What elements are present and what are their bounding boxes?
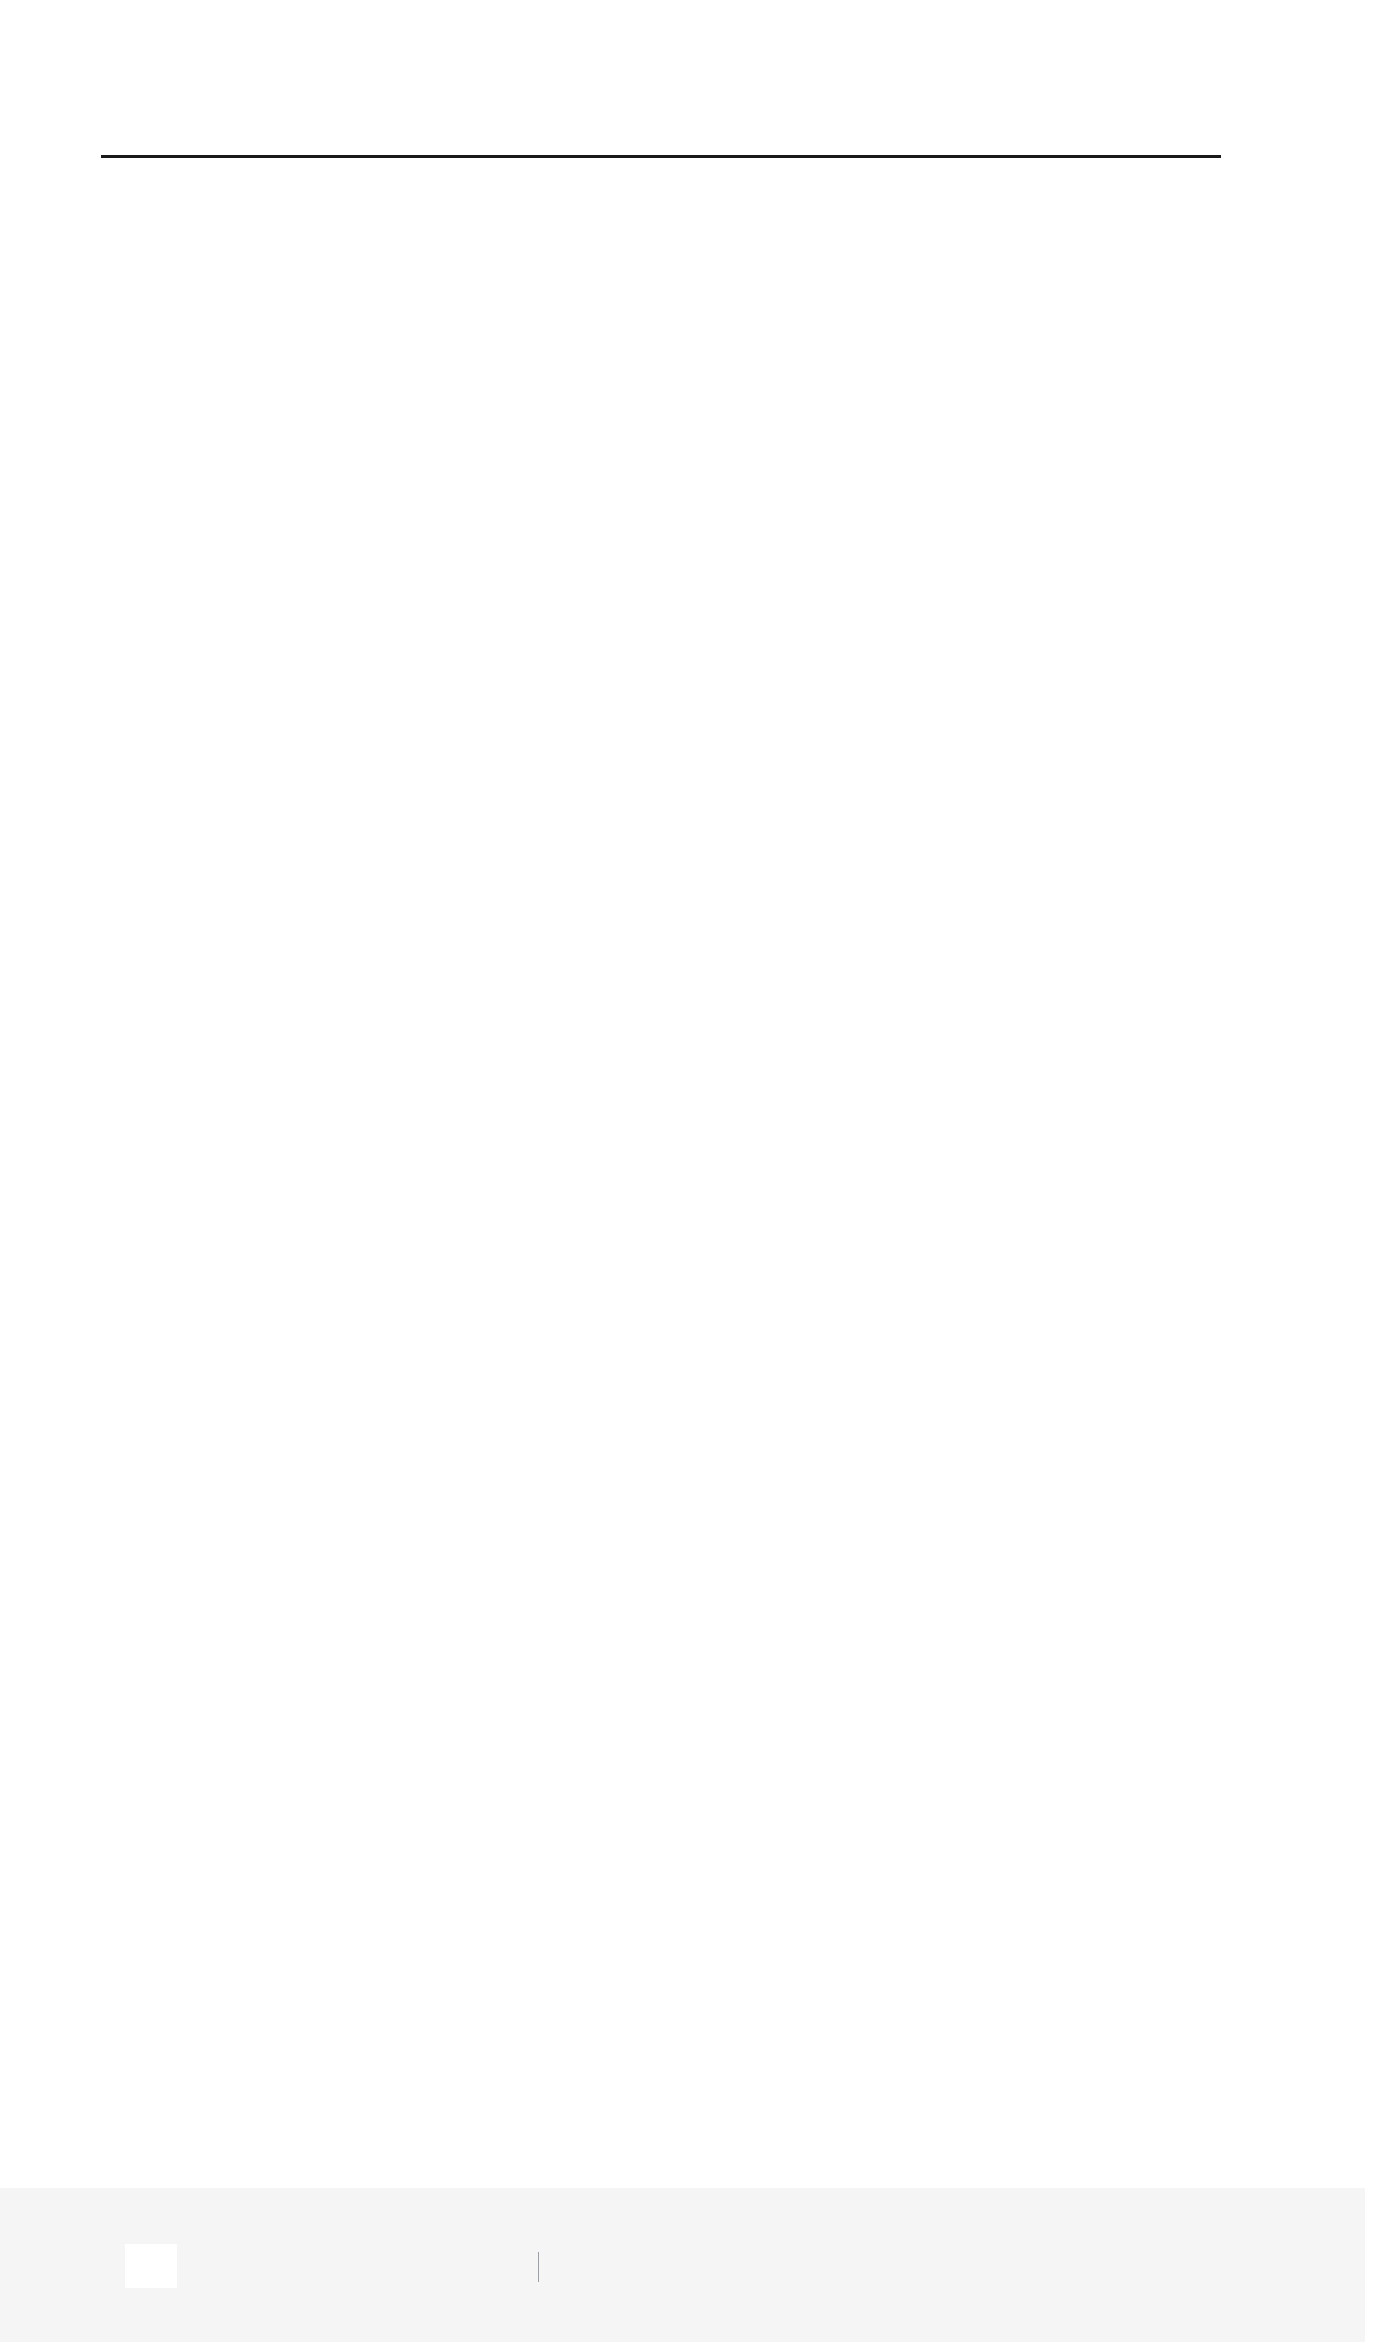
page-number [125,2244,177,2288]
page-footer [0,2188,1365,2342]
spec-content [101,155,1221,158]
brand-logo [528,2250,561,2284]
schneider-logo [549,2267,561,2268]
spec-table-input [101,155,1221,158]
brand-divider [538,2252,539,2282]
